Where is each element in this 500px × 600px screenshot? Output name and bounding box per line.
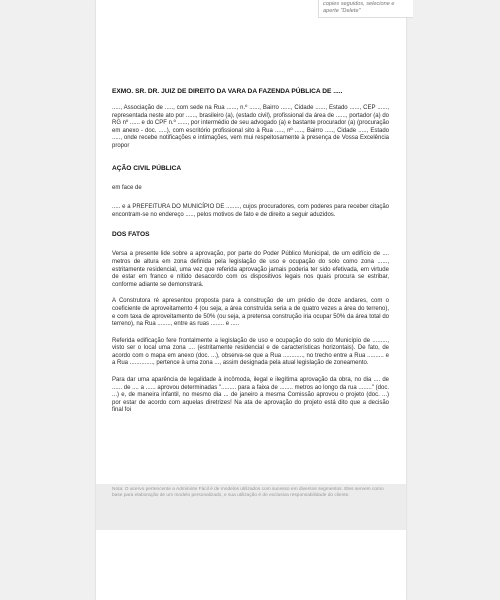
against-label: em face de: [112, 184, 142, 191]
facts-title: DOS FATOS: [112, 231, 150, 239]
document-content: [112, 88, 389, 415]
action-title: AÇÃO CIVIL PÚBLICA: [112, 164, 182, 172]
facts-paragraph-1: Versa a presente lide sobre a aprovação, por parte do Poder Público Municipal, de um edifício de .... metros de altura em zona definida pela legislação de uso e ocupação do solo como zona ......, estritamente residencial, uma vez que referida aprovação jamais poderia ter sido efetivada, em virtude de estar em franco e nítido desacordo com os dispositivos legais nos quais procura se estribar, conforme adiante se demonstrará.: [112, 251, 389, 288]
footer-note-text: Nota: O acervo pertencente a Admininte Fácil é de modelos utilizados com sucesso em diversos segmentos. Eles servem como base para elaboração de um modelo personalizado, e sua utilização é de exclusiva responsabilidade do cliente.: [112, 487, 384, 499]
address-title: EXMO. SR. DR. JUIZ DE DIREITO DA VARA DA FAZENDA PÚBLICA DE .....: [112, 88, 343, 95]
facts-paragraph-3: Referida edificação fere frontalmente a legislação de uso e ocupação do solo do Município de ........., visto ser o local uma zona .... (estritamente residencial e de características horizontais). De fato, de acordo com o mapa em anexo (doc. ...), observa-se que a Rua ............, no trecho entre a Rua .......... e a Rua .............., pertence à uma zona ..., assim designada pela atual legislação de zoneamento.: [112, 337, 389, 367]
facts-paragraph-4: Para dar uma aparência de legalidade à incômoda, ilegal e ilegítima aprovação da obra, no dia .... de ...... de .... a ...... aprovou determinadas "......... para a faixa de ........ metros ao longo da rua ........" (doc. ...) e, de maneira infantil, no mesmo dia ... de janeiro a mesma Comissão aprovou o projeto (doc. ...) por estar de acordo com aquelas diretrizes! Na ata de aprovação do projeto está dito que a decisão final foi: [112, 377, 389, 414]
intro-paragraph: ....., Associação de ....., com sede na Rua ......, n.º ......, Bairro ......, Cidade ......, Estado ......, CEP ......, representada neste ato por ......, brasileiro (a), (estado civil), profissional da área de ......, portador (a) do RG nº ...... e do CPF n.º ......, por intermédio de seu advogado (a) e bastante procurador (a) (procuração em anexo - doc. .....), com escritório profissional sito à Rua ....., nº ....., Bairro ....., Cidade ....., Estado ....., onde recebe notificações e intimações, vem mui respeitosamente à presença de Vossa Excelência propor: [112, 105, 389, 149]
footer-note-box: [96, 484, 406, 530]
facts-paragraph-2: A Construtora ré apresentou proposta para a construção de um prédio de doze andares, com o coeficiente de aproveitamento 4 (ou seja, a área construída seria a de quatro vezes a área do terreno), e com taxa de aproveitamento de 50% (ou seja, a pretensa construção iria ocupar 50% da área total do terreno), na Rua ........, entre as ruas ........ e .....: [112, 298, 389, 328]
defendant-paragraph: ..... e a PREFEITURA DO MUNICÍPIO DE ........, cujos procuradores, com poderes para receber citação encontram-se no endereço ....., pelos motivos de fato e de direito a seguir aduzidos.: [112, 204, 389, 218]
top-instruction-note: copies seguidos, selecione e aperte "Delete": [318, 0, 413, 18]
